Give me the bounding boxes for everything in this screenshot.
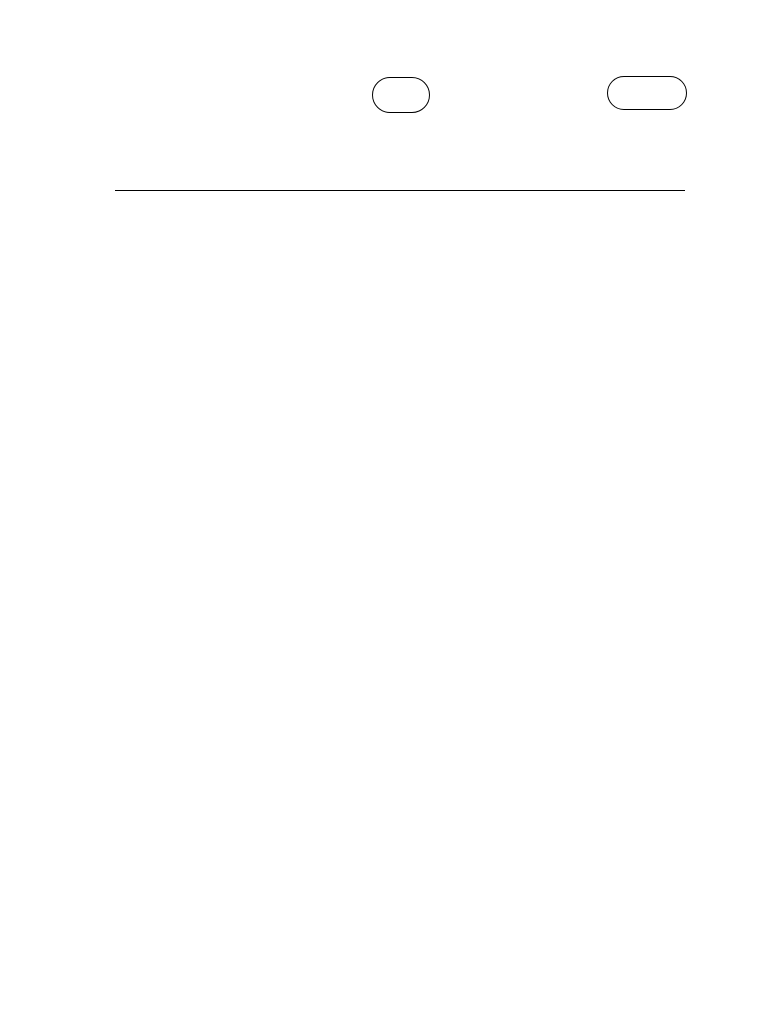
header-divider	[115, 190, 685, 191]
set-badge	[607, 76, 687, 110]
regulation-badge	[372, 77, 430, 113]
